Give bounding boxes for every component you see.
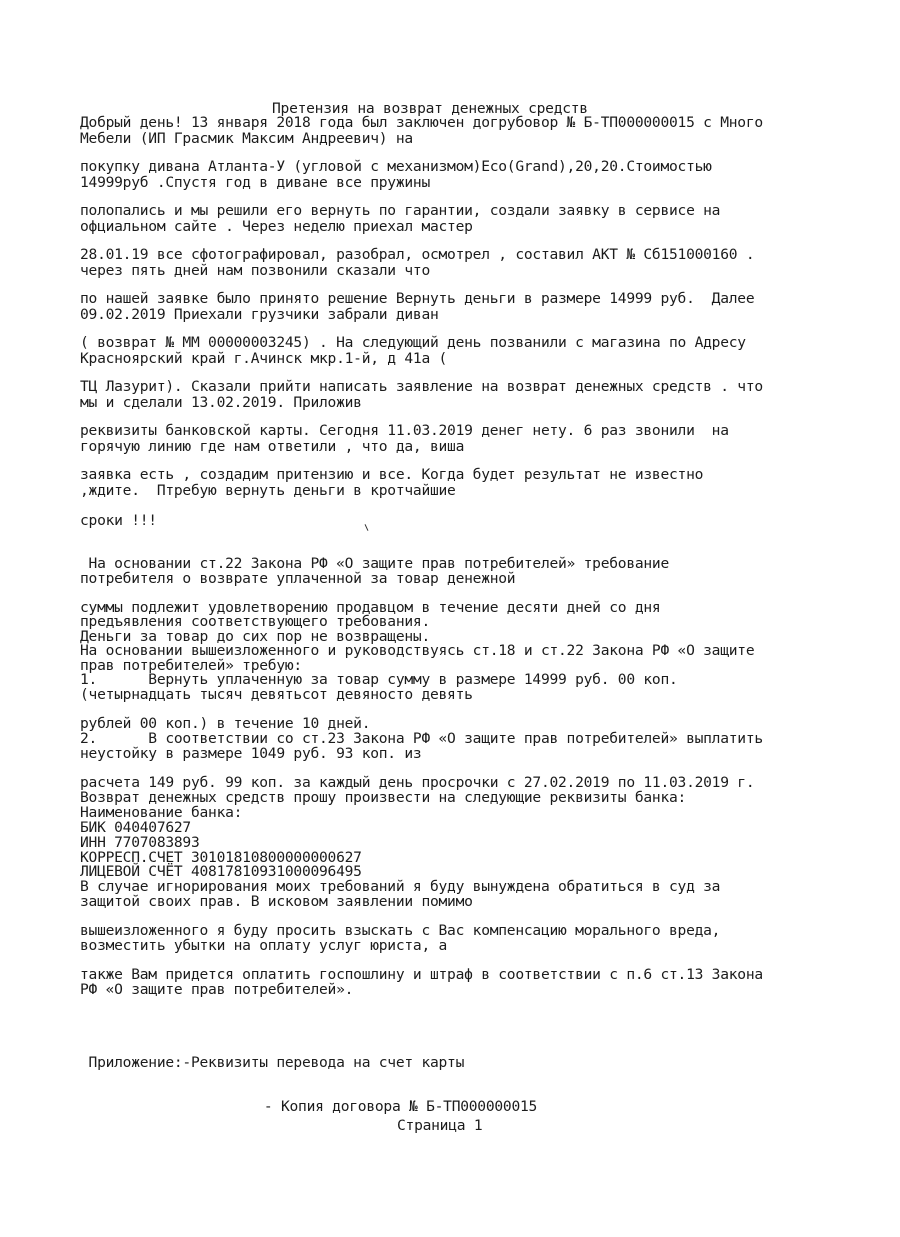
text-line: расчета 149 руб. 99 коп. за каждый день просрочки с 27.02.2019 по 11.03.2019 г. [80, 774, 755, 791]
attachments-contract-line: - Копия договора № Б-ТП000000015 [170, 1098, 538, 1115]
text-line: потребителя о возврате уплаченной за товар денежной [80, 570, 516, 587]
text-line: В случае игнорирования моих требований я буду вынуждена обратиться в суд за [80, 878, 721, 895]
text-line: 1. Вернуть уплаченную за товар сумму в размере 14999 руб. 00 коп. [80, 671, 678, 688]
text-line: заявка есть , создадим притензию и все. Когда будет результат не известно [80, 466, 704, 483]
text-line: по нашей заявке было принято решение Вернуть деньги в размере 14999 руб. Далее [80, 290, 755, 307]
attachments-line: Приложение:-Реквизиты перевода на счет карты [80, 1054, 465, 1071]
text-line: Возврат денежных средств прошу произвести на следующие реквизиты банка: [80, 789, 687, 806]
text-line: предъявления соответствующего требования. [80, 613, 430, 630]
text-line: Деньги за товар до сих пор не возвращены. [80, 628, 430, 645]
text-line: горячую линию где нам ответили , что да, виша [80, 438, 465, 455]
text-line: защитой своих прав. В исковом заявлении помимо [80, 893, 473, 910]
bank-personal-account: ЛИЦЕВОЙ СЧЁТ 40817810931000096495 [80, 863, 362, 880]
text-line: На основании ст.22 Закона РФ «О защите прав потребителей» требование [80, 555, 669, 572]
text-line: рублей 00 коп.) в течение 10 дней. [80, 715, 371, 732]
text-line: 09.02.2019 Приехали грузчики забрали диван [80, 306, 439, 323]
text-line: ( возврат № ММ 00000003245) . На следующий день позванили с магазина по Адресу [80, 334, 746, 351]
text-line: 28.01.19 все сфотографировал, разобрал, осмотрел , составил АКТ № Сб151000160 . [80, 246, 755, 263]
bank-corr-account: КОРРЕСП.СЧЕТ 30101810800000000627 [80, 849, 362, 866]
text-line: На основании вышеизложенного и руководствуясь ст.18 и ст.22 Закона РФ «О защите [80, 642, 755, 659]
text-line: (четырнадцать тысяч девятьсот девяносто девять [80, 686, 473, 703]
text-line: ,ждите. Птребую вернуть деньги в кротчайшие [80, 482, 456, 499]
text-line: ТЦ Лазурит). Сказали прийти написать заявление на возврат денежных средств . что [80, 378, 763, 395]
bank-inn: ИНН 7707083893 [80, 834, 200, 851]
stray-pen-mark [365, 524, 369, 531]
text-line: Красноярский край г.Ачинск мкр.1-й, д 41а ( [80, 350, 448, 367]
text-line: неустойку в размере 1049 руб. 93 коп. из [80, 745, 422, 762]
text-line: возместить убытки на оплату услуг юриста, а [80, 937, 448, 954]
text-line: суммы подлежит удовлетворению продавцом в течение десяти дней со дня [80, 599, 661, 616]
text-line: также Вам придется оплатить госпошлину и штраф в соответствии с п.6 ст.13 Закона [80, 966, 763, 983]
text-line: Добрый день! 13 января 2018 года был заключен догрубовор № Б-ТП000000015 с Много [80, 114, 763, 131]
text-line: реквизиты банковской карты. Сегодня 11.03.2019 денег нету. 6 раз звонили на [80, 422, 729, 439]
text-line: Мебели (ИП Грасмик Максим Андреевич) на [80, 130, 413, 147]
bank-bik: БИК 040407627 [80, 819, 191, 836]
text-line: офциальном сайте . Через неделю приехал мастер [80, 218, 473, 235]
text-line: 2. В соответствии со ст.23 Закона РФ «О защите прав потребителей» выплатить [80, 730, 763, 747]
text-line: через пять дней нам позвонили сказали что [80, 262, 430, 279]
document-title: Претензия на возврат денежных средств [272, 100, 588, 117]
text-line: 14999руб .Спустя год в диване все пружины [80, 174, 430, 191]
text-line: прав потребителей» требую: [80, 657, 302, 674]
text-line: сроки !!! [80, 512, 157, 529]
text-line: полопались и мы решили его вернуть по гарантии, создали заявку в сервисе на [80, 202, 721, 219]
text-line: вышеизложенного я буду просить взыскать с Вас компенсацию морального вреда, [80, 922, 721, 939]
text-line: РФ «О защите прав потребителей». [80, 981, 354, 998]
text-line: Наименование банка: [80, 804, 243, 821]
page-number: Страница 1 [397, 1117, 483, 1134]
text-line: покупку дивана Атланта-У (угловой с механизмом)Eco(Grand),20,20.Стоимостью [80, 158, 712, 175]
text-line: мы и сделали 13.02.2019. Приложив [80, 394, 362, 411]
